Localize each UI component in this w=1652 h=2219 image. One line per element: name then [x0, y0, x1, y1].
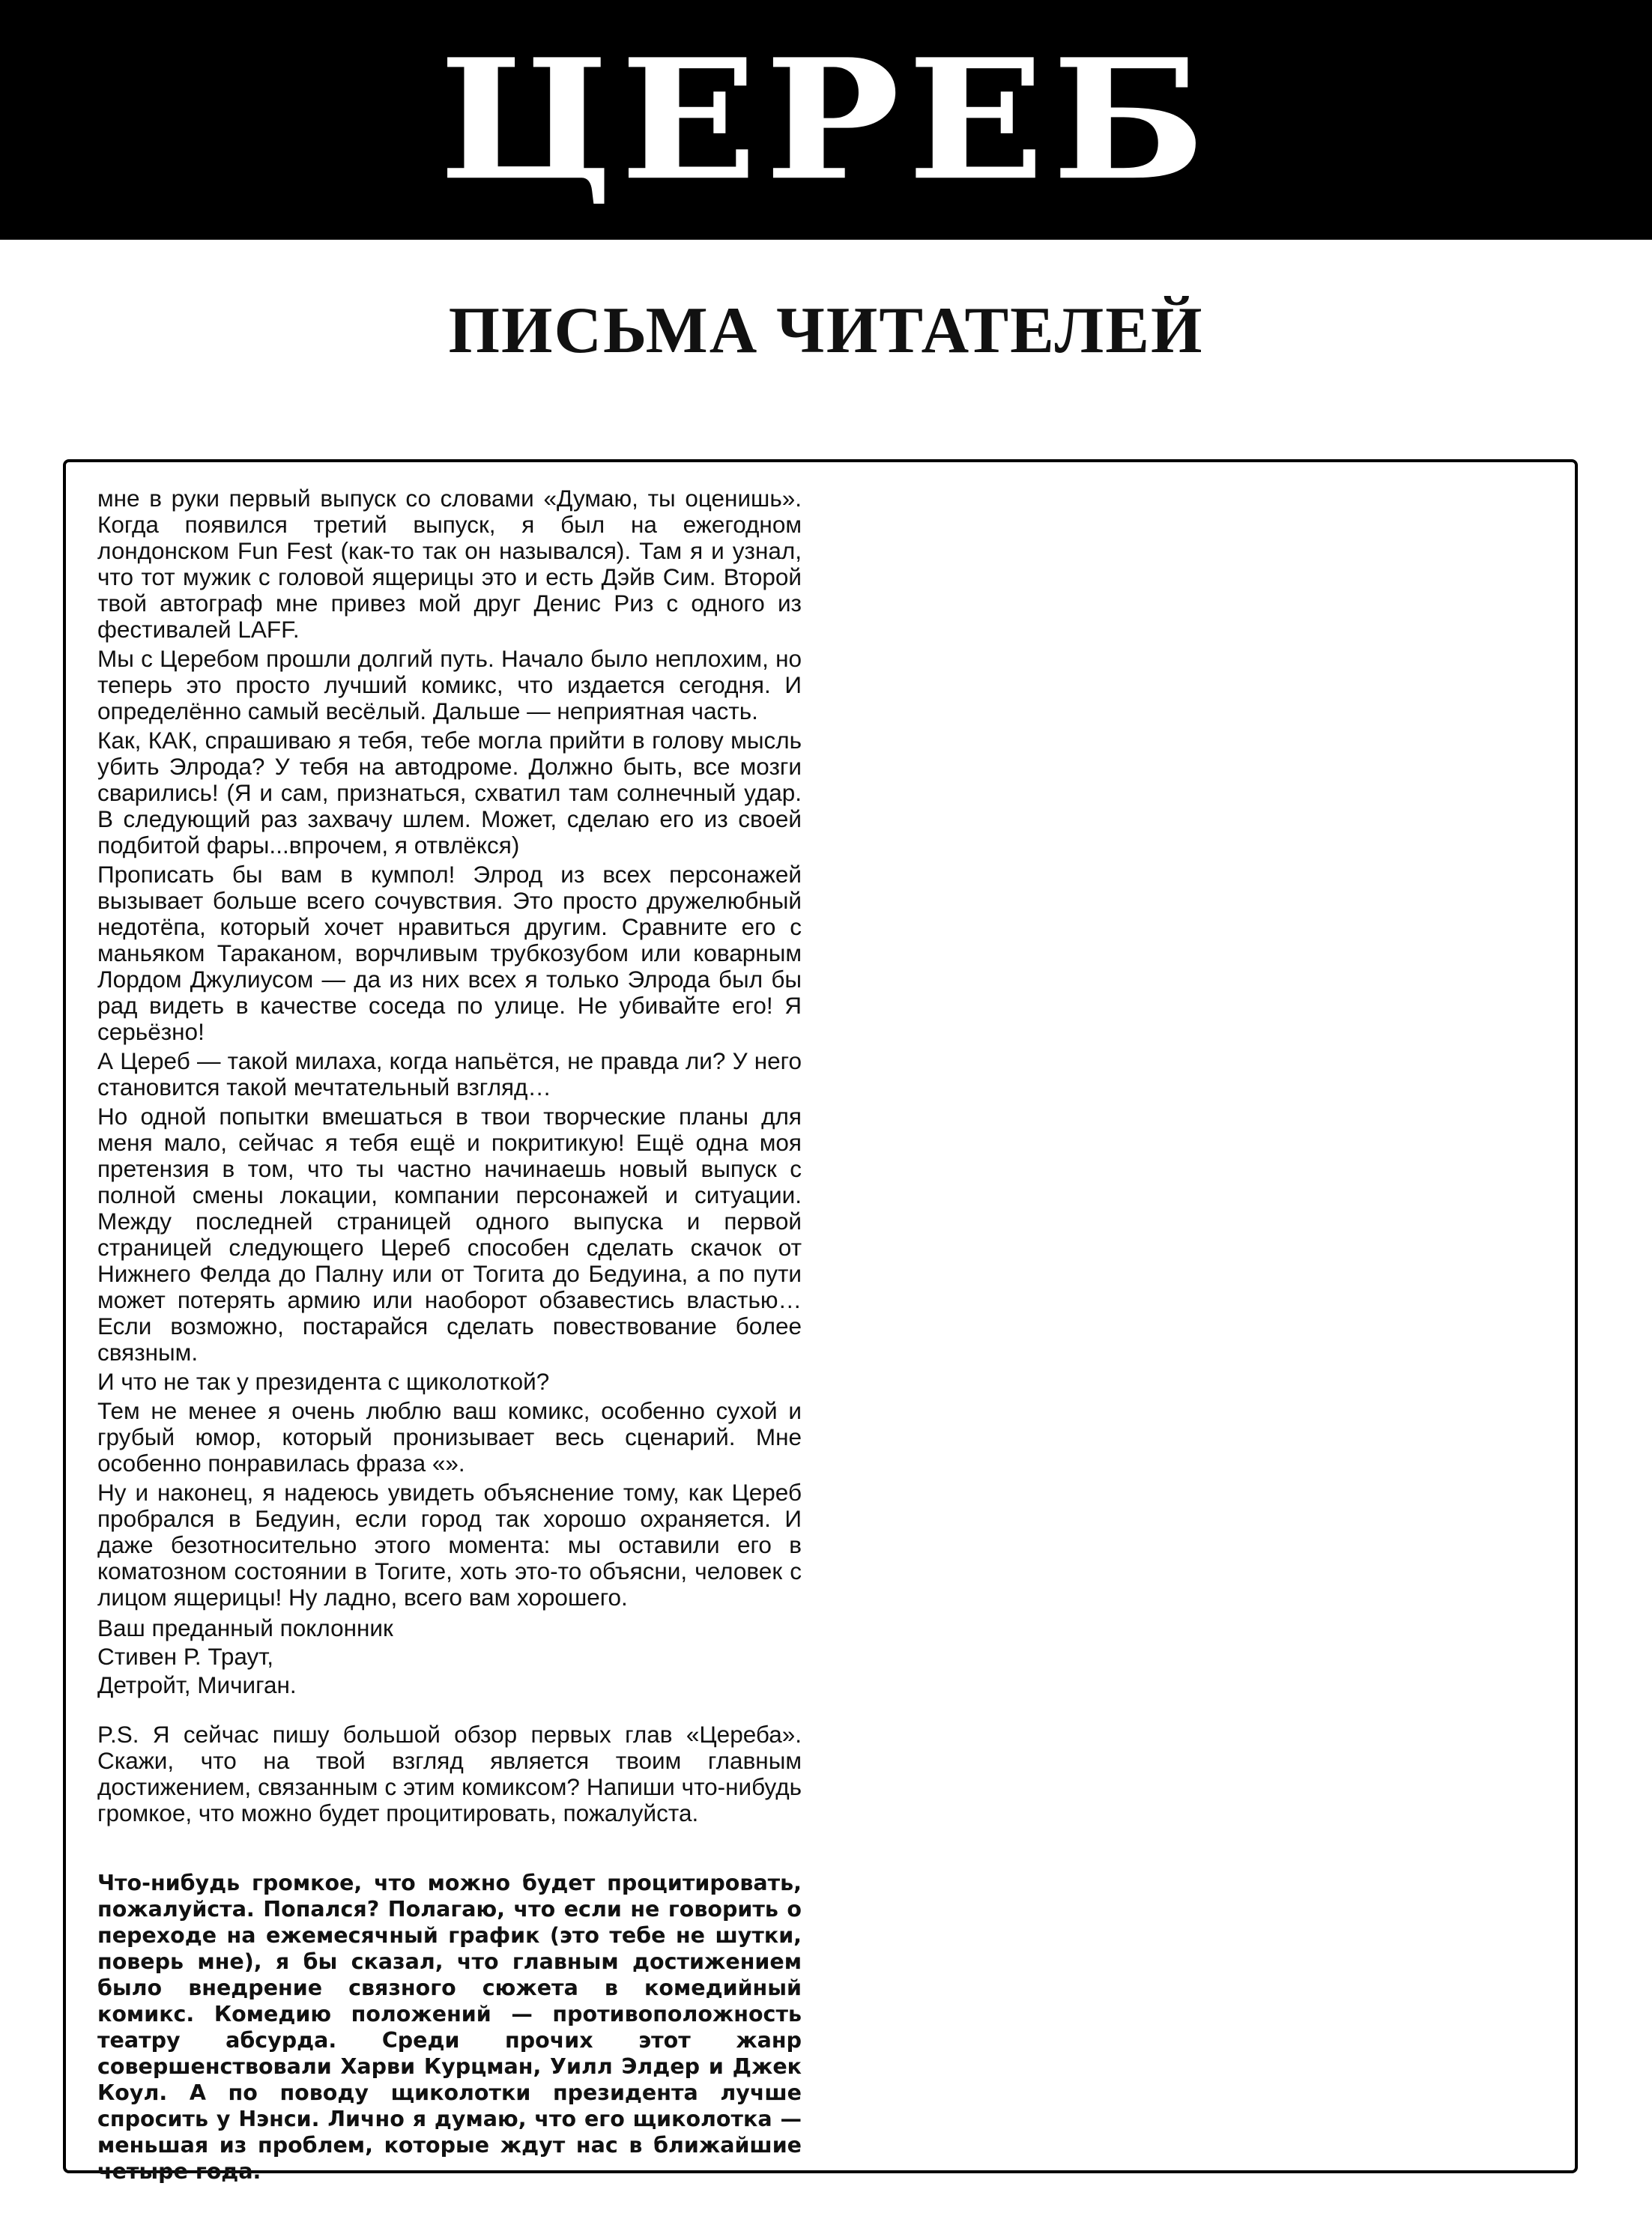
page-title: ПИСЬМА ЧИТАТЕЛЕЙ [448, 294, 1204, 367]
letter-paragraph: Как, КАК, спрашиваю я тебя, тебе могла прийти в голову мысль убить Элрода? У тебя на автодроме. Должно быть, все мозги сварились! (Я и сам, признаться, схватил там солнечный удар. В следующий раз захвачу шлем. Может, сделаю его из своей подбитой фары...впрочем, я отвлёкся) [97, 727, 802, 859]
letter-paragraph: Тем не менее я очень люблю ваш комикс, особенно сухой и грубый юмор, который пронизывает весь сценарий. Мне особенно понравилась фраза «». [97, 1397, 802, 1477]
letter-paragraph: И что не так у президента с щиколоткой? [97, 1368, 550, 1395]
letter-paragraph: Но одной попытки вмешаться в твои творческие планы для меня мало, сейчас я тебя ещё и покритикую! Ещё одна моя претензия в том, что ты частно начинаешь новый выпуск с полной смены локации, компании персонажей и ситуации. Между последней страницей одного выпуска и первой страницей следующего Цереб способен сделать скачок от Нижнего Фелда до Палну или от Тогита до Бедуина, а по пути может потерять армию или наоборот обзавестись властью… Если возможно, постарайся сделать повествование более связным. [97, 1103, 802, 1366]
logo: ЦЕРЕБ [438, 22, 1214, 217]
letter-postscript: P.S. Я сейчас пишу большой обзор первых глав «Цереба». Скажи, что на твой взгляд является твоим главным достижением, связанным с этим комиксом? Напиши что-нибудь громкое, что можно будет процитировать, пожалуйста. [97, 1721, 802, 1826]
letter-paragraph: мне в руки первый выпуск со словами «Думаю, ты оценишь». Когда появился третий выпуск, я был на ежегодном лондонском Fun Fest (как-то так он назывался). Там я и узнал, что тот мужик с головой ящерицы это и есть Дэйв Сим. Второй твой автограф мне привез мой друг Денис Риз с одного из фестивалей LAFF. [97, 485, 802, 643]
editor-reply: Что-нибудь громкое, что можно будет процитировать, пожалуйста. Попался? Полагаю, что если не говорить о переходе на ежемесячный график (это тебе не шутки, поверь мне), я бы сказал, что главным достижением было внедрение связного сюжета в комедийный комикс. Комедию положений — противоположность театру абсурда. Среди прочих этот жанр совершенствовали Харви Курцман, Уилл Элдер и Джек Коул. А по поводу щиколотки президента лучше спросить у Нэнси. Лично я думаю, что его щиколотка — меньшая из проблем, которые ждут нас в ближайшие четыре года. [97, 1871, 802, 2184]
masthead [0, 0, 1652, 240]
letter-paragraph: Прописать бы вам в кумпол! Элрод из всех персонажей вызывает больше всего сочувствия. Это просто дружелюбный недотёпа, который хочет нравиться другим. Сравните его с маньяком Тараканом, ворчливым трубкозубом или коварным Лордом Джулиусом — да из них всех я только Элрода был бы рад видеть в качестве соседа по улице. Не убивайте его! Я серьёзно! [97, 861, 802, 1045]
signoff-name: Стивен Р. Траут, [97, 1643, 273, 1670]
letter-paragraph: Мы с Церебом прошли долгий путь. Начало было неплохим, но теперь это просто лучший комикс, что издается сегодня. И определённо самый весёлый. Дальше — неприятная часть. [97, 645, 802, 724]
letter-signoff [97, 1614, 802, 1699]
signoff-location: Детройт, Мичиган. [97, 1671, 297, 1698]
letter-column [97, 485, 802, 2185]
signoff-line: Ваш преданный поклонник [97, 1614, 393, 1641]
letter-paragraph: Ну и наконец, я надеюсь увидеть объяснение тому, как Цереб пробрался в Бедуин, если город так хорошо охраняется. И даже безотносительно этого момента: мы оставили его в коматозном состоянии в Тогите, хоть это-то объясни, человек с лицом ящерицы! Ну ладно, всего вам хорошего. [97, 1479, 802, 1611]
letter-paragraph: А Цереб — такой милаха, когда напьётся, не правда ли? У него становится такой мечтательный взгляд… [97, 1047, 802, 1101]
letter-body [97, 485, 802, 1611]
